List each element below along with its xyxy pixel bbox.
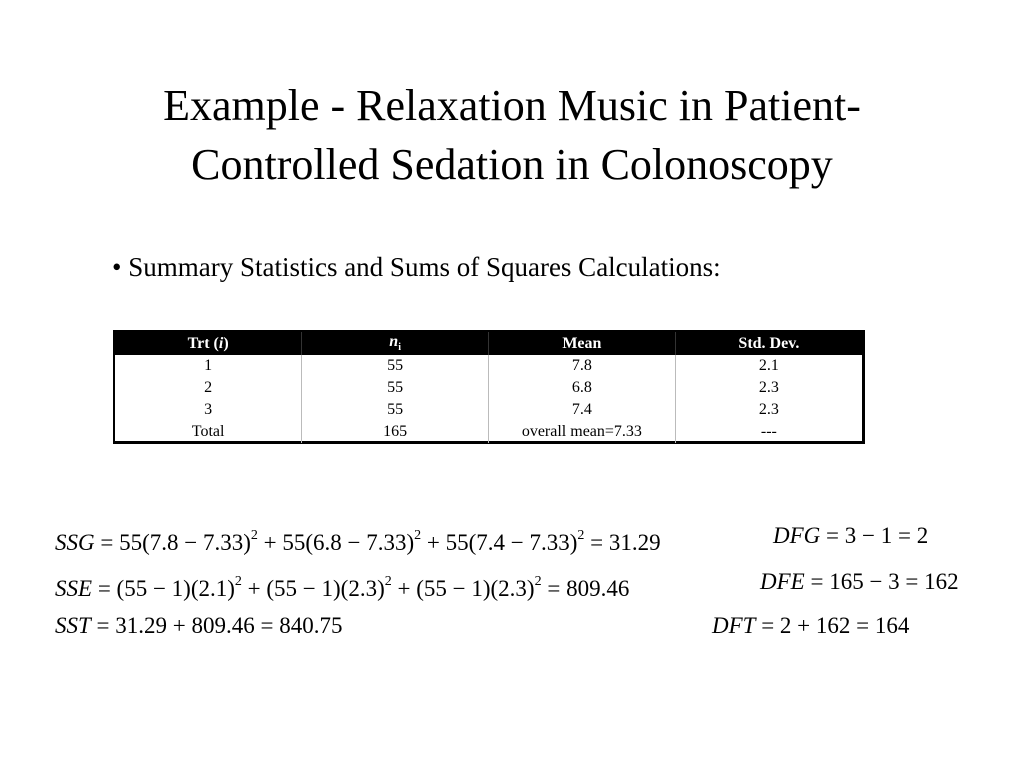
table-row (115, 355, 862, 377)
cell-mean: 6.8 (489, 377, 676, 399)
cell-n: 55 (302, 355, 489, 377)
table-header-row (115, 332, 862, 355)
cell-trt: 1 (115, 355, 302, 377)
cell-std-dev: --- (760, 423, 777, 440)
table-row-total (115, 421, 862, 443)
bullet-summary: • Summary Statistics and Sums of Squares Calculations: (112, 252, 721, 282)
table-row (115, 377, 862, 399)
cell-mean: 7.8 (489, 355, 676, 377)
cell-std-dev: 2.3 (758, 379, 779, 396)
header-std-dev: Std. Dev. (675, 332, 862, 355)
table-row (115, 399, 862, 421)
cell-n: 165 (302, 421, 489, 443)
cell-std-dev: 2.1 (758, 357, 779, 374)
equation-sst: SST = 31.29 + 809.46 = 840.75 (55, 613, 343, 638)
summary-table (113, 330, 865, 444)
equation-dfe: DFE = 165 − 3 = 162 (760, 569, 959, 594)
equation-sse: SSE = $(55 - 1)(2.1)^2 + (55 - 1)(2.3)^2 + (55 - 1)(2.3)^2 = 809.46$ (55, 574, 630, 601)
header-mean: Mean (489, 332, 676, 355)
cell-trt: 3 (115, 399, 302, 421)
cell-trt: 2 (115, 377, 302, 399)
cell-mean: 7.4 (489, 399, 676, 421)
cell-n: 55 (302, 377, 489, 399)
equation-dfg: DFG = 3 − 1 = 2 (773, 523, 929, 548)
equation-dft: DFT = 2 + 162 = 164 (712, 613, 910, 638)
slide-title (60, 76, 964, 194)
title-line-1: Example - Relaxation Music in Patient- (163, 81, 861, 130)
header-trt: Trt (i) (115, 332, 302, 355)
title-line-2: Controlled Sedation in Colonoscopy (191, 140, 833, 189)
cell-mean: overall mean=7.33 (489, 421, 676, 443)
cell-trt: Total (115, 421, 302, 443)
cell-std-dev: 2.3 (758, 401, 779, 418)
equation-ssg: SSG = $55(7.8 - 7.33)^2 + 55(6.8 - 7.33)^2 + 55(7.4 - 7.33)^2 = 31.29$ (55, 528, 661, 555)
cell-n: 55 (302, 399, 489, 421)
header-n: $n_i$ (302, 332, 489, 355)
